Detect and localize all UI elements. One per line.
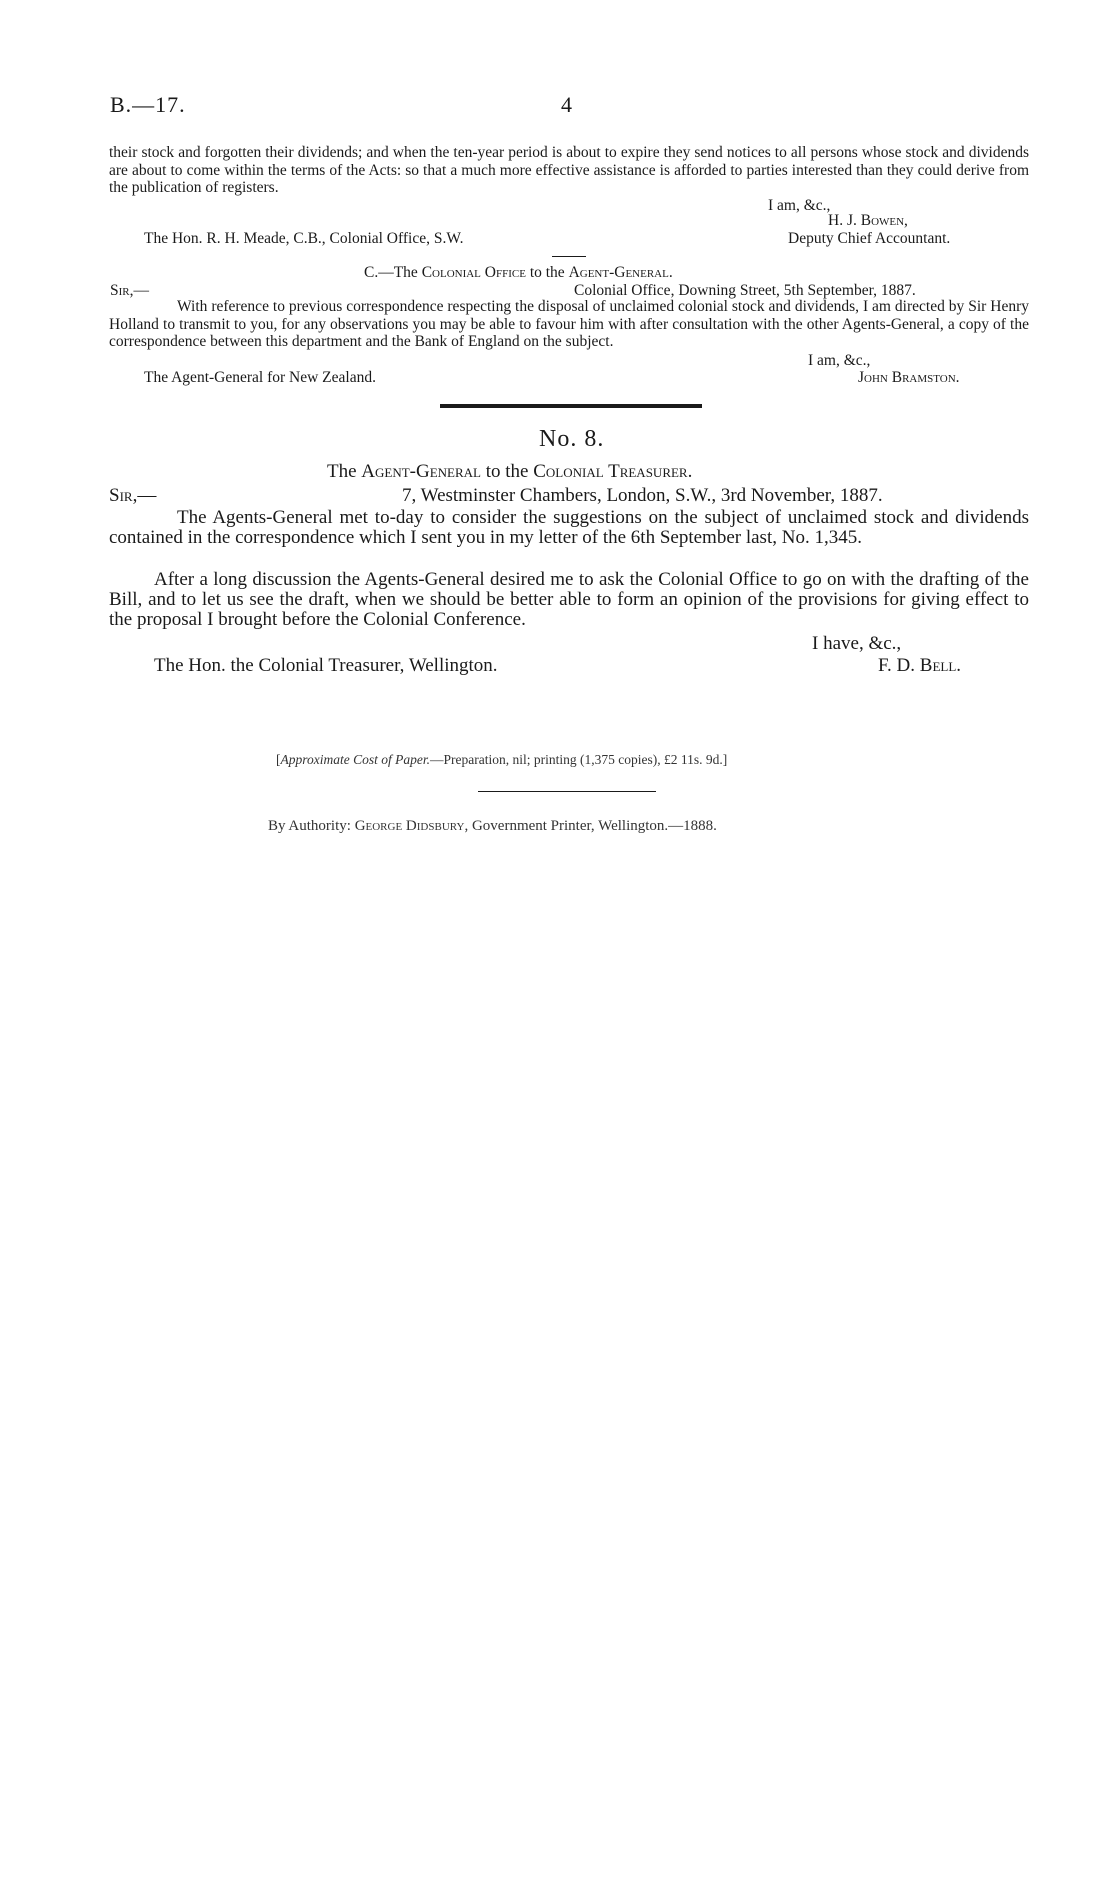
printer-authority (268, 818, 717, 835)
letter-c-end-signatory-title: Deputy Chief Accountant. (788, 230, 951, 247)
footer-divider (478, 791, 656, 792)
letter-c-end-paragraph: their stock and forgotten their dividends; and when the ten-year period is about to expire they send notices to all persons whose stock and dividends are about to come within the terms of the Acts: so that a much more effective assistance is afforded to parties interested than they could derive from the publication of registers. (109, 144, 1029, 196)
cost-open-bracket: [ (276, 752, 281, 767)
letter-8-heading-to-word: to the (481, 461, 534, 482)
cost-label: Approximate Cost of Paper. (280, 752, 430, 767)
letter-c2-addressee: The Agent-General for New Zealand. (144, 369, 376, 386)
letter-c2-body: With reference to previous correspondence respecting the disposal of unclaimed colonial stock and dividends, I am directed by Sir Henry Holland to transmit to you, for any observations you may be able to favour him with after consultation with the other Agents-General, a copy of the correspondence between this department and the Bank of England on the subject. (109, 298, 1029, 350)
letter-c-end-addressee: The Hon. R. H. Meade, C.B., Colonial Office, S.W. (144, 230, 464, 247)
letter-c2-place-date: Colonial Office, Downing Street, 5th September, 1887. (574, 282, 916, 299)
authority-suffix: , Government Printer, Wellington.—1888. (464, 818, 717, 834)
page-number: 4 (561, 92, 572, 117)
letter-c-end-closing: I am, &c., (768, 197, 831, 214)
letter-8-paragraph-2: After a long discussion the Agents-General desired me to ask the Colonial Office to go on with the drafting of the Bill, and to let us see the draft, when we should be better able to form an opinion of the provisions for giving effect to the proposal I brought before the Colonial Conference. (109, 569, 1029, 630)
letter-c2-heading (364, 264, 673, 282)
letter-c2-heading-prefix: C.—The (364, 264, 422, 281)
series-code: B.—17. (110, 92, 186, 117)
letter-8-heading-prefix: The (327, 461, 362, 482)
cost-details: —Preparation, nil; printing (1,375 copies), £2 11s. 9d.] (430, 752, 728, 767)
letter-c-end-signatory: H. J. Bowen, (828, 212, 908, 229)
letter-8-number: No. 8. (539, 426, 605, 452)
letter-c2-closing: I am, &c., (808, 352, 871, 369)
short-divider (552, 256, 586, 257)
letter-8-paragraph-1: The Agents-General met to-day to consider the suggestions on the subject of unclaimed stock and dividends contained in the correspondence which I sent you in my letter of the 6th September last, No. 1,345. (109, 507, 1029, 548)
letter-8-heading-from: Agent-General (361, 461, 481, 482)
letter-8-heading-to: Colonial Treasurer. (533, 461, 693, 482)
printer-name: George Didsbury (354, 818, 465, 834)
cost-of-paper-note (276, 752, 727, 768)
letter-8-closing: I have, &c., (812, 633, 902, 654)
letter-8-heading (327, 462, 692, 482)
letter-c2-heading-to: Agent-General. (568, 264, 673, 281)
letter-c2-signatory: John Bramston. (858, 369, 960, 386)
letter-8-signatory: F. D. Bell. (878, 655, 962, 676)
letter-8-addressee: The Hon. the Colonial Treasurer, Wellington. (154, 655, 498, 676)
letter-c2-salutation: Sir,— (110, 282, 149, 299)
letter-8-place-date: 7, Westminster Chambers, London, S.W., 3rd November, 1887. (402, 485, 883, 506)
letter-8-salutation: Sir,— (109, 485, 157, 506)
thick-divider (440, 404, 702, 408)
letter-c2-heading-from: Colonial Office (421, 264, 526, 281)
letter-c2-heading-to-word: to the (525, 264, 569, 281)
authority-prefix: By Authority: (268, 818, 355, 834)
